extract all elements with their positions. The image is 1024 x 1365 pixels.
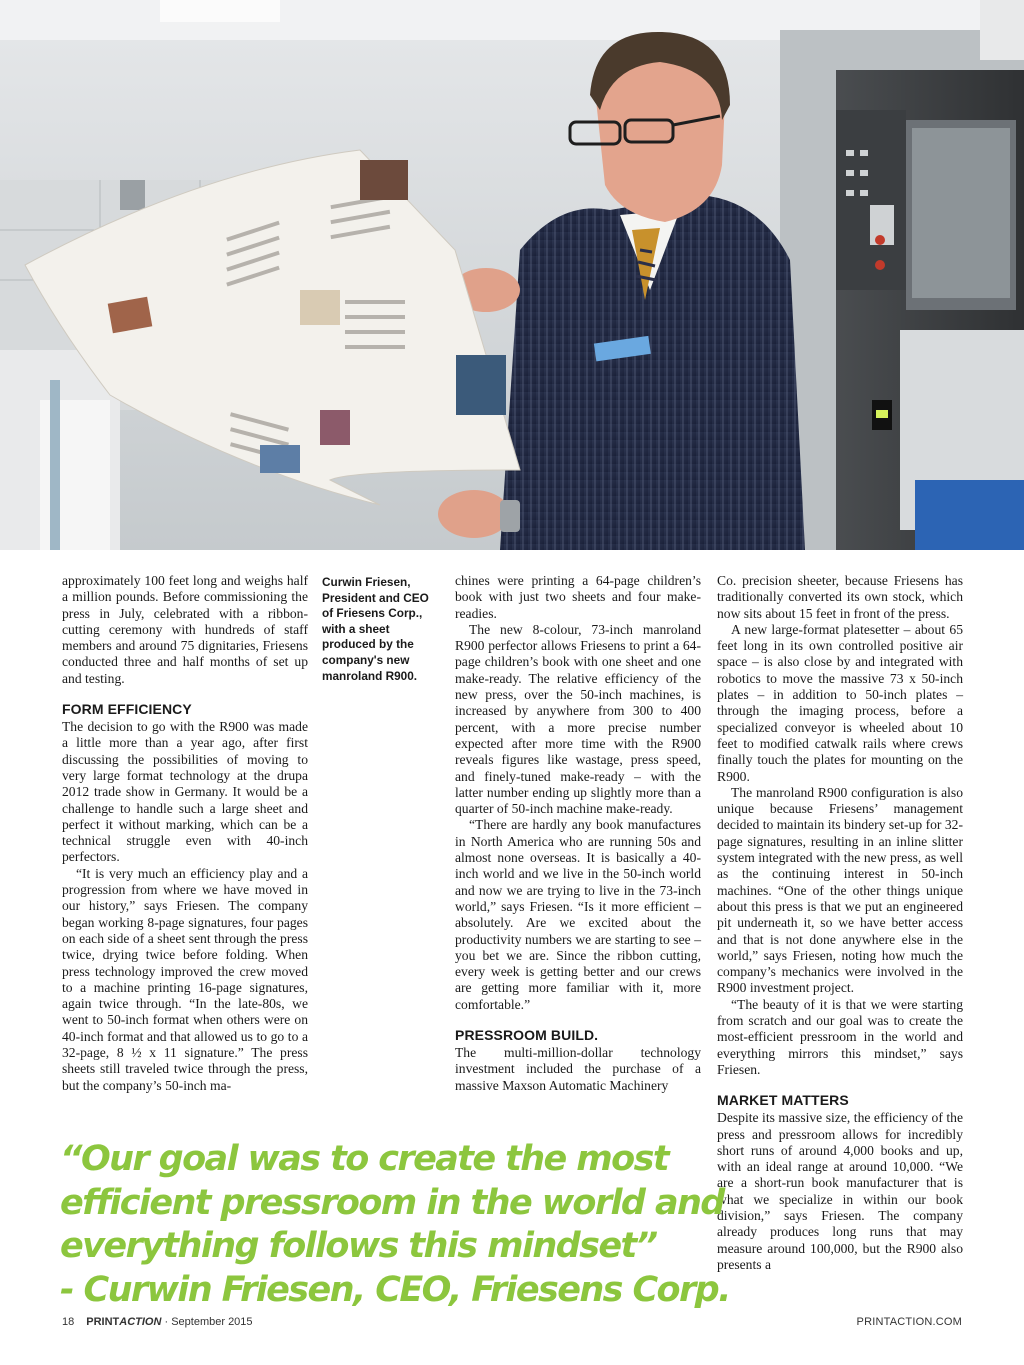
section-heading-pressroom-build: PRESSROOM BUILD. [455, 1027, 599, 1044]
page-number: 18 [62, 1316, 75, 1328]
logo-print: PRINT [86, 1316, 120, 1328]
paragraph: The multi-million-dollar technology investment included the purchase of a massive Maxson Automatic Machinery [455, 1045, 701, 1093]
pull-quote [60, 1138, 730, 1312]
pull-quote-line: “Our goal was to create the most [60, 1139, 668, 1179]
article-column-1 [62, 573, 308, 1094]
paragraph: “The beauty of it is that we were starting from scratch and our goal was to create the most-efficient pressroom in the world and everything mirrors this mindset,” says Friesen. [717, 996, 963, 1077]
issue-date: · September 2015 [164, 1316, 253, 1328]
pull-quote-attribution: - Curwin Friesen, CEO, Friesens Corp. [60, 1269, 730, 1310]
magazine-logo [86, 1316, 161, 1328]
footer-left [62, 1316, 253, 1328]
paragraph: The manroland R900 configuration is also unique because Friesens’ management decided to maintain its bindery set-up for 32-page signatures, resulting in an inline slitter system integrated with the new press, as well as the continuing interest in 50-inch machines. “One of the other things unique about this press is that we put an engineered pit underneath it, so we have better access and that is not done anywhere else in the world,” says Friesen, noting how much the company’s mechanics were involved in the R900 investment project. [717, 784, 963, 996]
paragraph: Co. precision sheeter, because Friesens has traditionally converted its own stock, which now sits about 15 feet in front of the press. [717, 573, 963, 621]
paragraph: chines were printing a 64-page children’s book with just two sheets and four make-readies. [455, 573, 701, 621]
paragraph: approximately 100 feet long and weighs half a million pounds. Before commissioning the press in July, celebrated with a ribbon-cutting ceremony with hundreds of staff members and around 75 dignitaries, Friesens conducted three and half months of set up and testing. [62, 573, 308, 686]
hero-photo [0, 0, 1024, 550]
article-column-2 [455, 573, 701, 1094]
paragraph: A new large-format platesetter – about 65 feet long in its own controlled positive air space – is also close by and integrated with robotics to move the massive 73 x 50-inch plates – in addition to 50-inch plates – through the imaging process, before a specialized conveyor is wheeled about 10 feet to modified catwalk rails where crews finally touch the plates for mounting on the R900. [717, 621, 963, 784]
page-footer [0, 1316, 1024, 1330]
section-heading-form-efficiency: FORM EFFICIENCY [62, 701, 192, 718]
pull-quote-line: efficient pressroom in the world and [60, 1182, 724, 1223]
website-url[interactable]: PRINTACTION.COM [856, 1316, 962, 1328]
paragraph: The decision to go with the R900 was made a little more than a year ago, after first discussing the possibilities of moving to very large format technology at the drupa 2012 trade show in Germany. It would be a challenge to handle such a large sheet and perfect it without marking, which can be a technical struggle even with 40-inch perfectors. [62, 719, 308, 865]
paragraph: “It is very much an efficiency play and a progression from where we have moved in our history,” says Friesen. The company began working 8-page signatures, four pages on each side of a sheet sent through the press twice, drying twice before folding. When press technology improved the crew moved to a machine printing 16-page signatures, again twice through. “In the late-80s, we went to 50-inch format when others were on 40-inch format and that allowed us to go to a 32-page, 8 ½ x 11 signature.” The press sheets still traveled twice through the press, but the company’s 50-inch ma- [62, 865, 308, 1093]
paragraph: “There are hardly any book manufactures in North America who are running 50s and almost none overseas. It is basically a 40-inch world and we live in the 50-inch world and now we are trying to live in the 73-inch world,” says Friesen. “Is it more efficient – absolutely. Are we excited about the productivity numbers we are starting to see – you bet we are. Since the ribbon cutting, every week is getting better and our crews are getting more familiar with it, more comfortable.” [455, 817, 701, 1012]
photo-caption: Curwin Friesen, President and CEO of Friesens Corp., with a sheet produced by the company's new manroland R900. [322, 575, 429, 683]
paragraph: Despite its massive size, the efficiency of the press and pressroom allows for incredibly short runs of around 4,000 books and up, with an ideal range at around 10,000. “We are a short-run book manufacturer that is what we specialize in within our book division,” says Friesen. The company already produces long runs that may measure around 100,000, but the R900 also presents a [717, 1110, 963, 1272]
paragraph: The new 8-colour, 73-inch manroland R900 perfector allows Friesens to print a 64-page children’s book with one sheet and one make-ready. The relative efficiency of the new press, over the 50-inch machines, is increased by anywhere from 300 to 400 percent, with a more precise number expected after more time with the R900 reveals figures like wastage, press speed, and finely-tuned make-ready – with the latter number ending up slightly more than a quarter of 50-inch machine make-ready. [455, 621, 701, 817]
article-column-3 [717, 573, 963, 1273]
logo-action: ACTION [119, 1316, 162, 1328]
pull-quote-line: everything follows this mindset” [60, 1226, 657, 1266]
photo-illustration [0, 0, 1024, 550]
section-heading-market-matters: MARKET MATTERS [717, 1092, 849, 1109]
